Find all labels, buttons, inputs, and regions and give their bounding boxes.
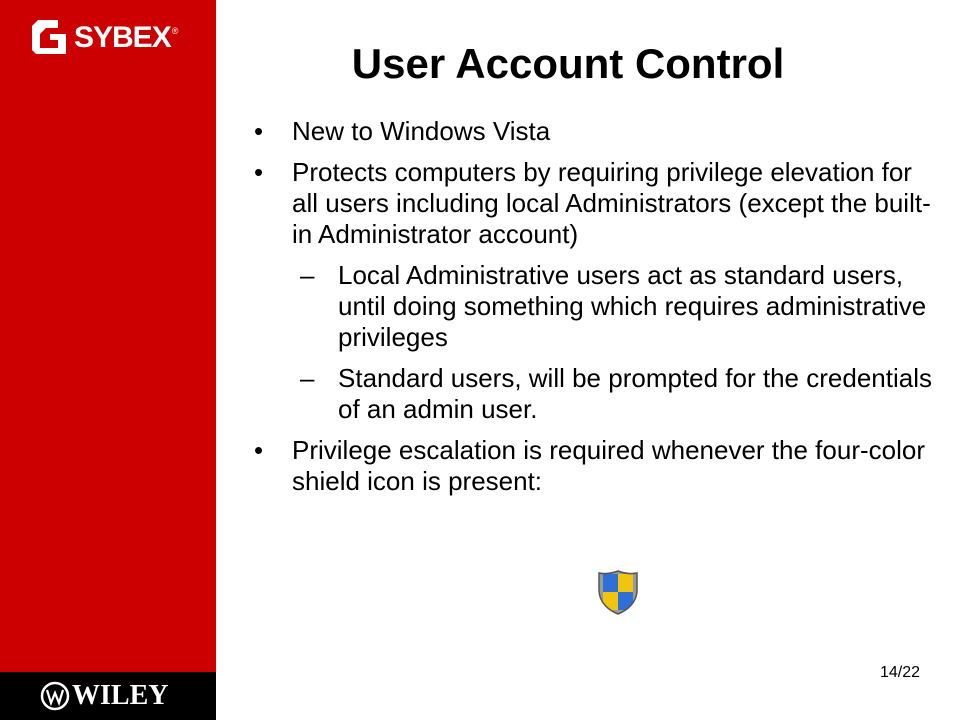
left-red-band xyxy=(0,0,216,672)
wiley-logo xyxy=(40,678,168,714)
bullet-marker: • xyxy=(254,435,264,465)
slide-title: User Account Control xyxy=(351,40,785,87)
sub-bullet-marker: – xyxy=(300,260,315,290)
slide-body xyxy=(254,116,934,507)
wiley-logo-text: WILEY xyxy=(72,680,169,711)
bullet-text: New to Windows Vista xyxy=(292,116,551,146)
sub-bullet-item xyxy=(254,260,934,353)
uac-shield-icon xyxy=(596,568,640,616)
sybex-logo-text: SYBEX xyxy=(74,21,171,54)
sybex-registered-mark: ® xyxy=(171,26,179,36)
sub-bullet-item xyxy=(254,363,934,425)
bullet-marker: • xyxy=(254,116,264,146)
sub-bullet-marker: – xyxy=(300,363,315,393)
bullet-text: Protects computers by requiring privilege elevation for all users including local Administrators (except the built-in Administrator account) xyxy=(292,157,931,249)
bullet-marker: • xyxy=(254,157,264,187)
sub-bullet-text: Standard users, will be prompted for the credentials of an admin user. xyxy=(338,363,932,424)
sybex-logo-icon xyxy=(30,18,70,58)
page-number: 14/22 xyxy=(879,664,920,681)
sybex-logo xyxy=(30,18,190,58)
sub-bullet-text: Local Administrative users act as standard users, until doing something which requires administrative privileges xyxy=(338,260,927,352)
bullet-item xyxy=(254,116,934,147)
bullet-item xyxy=(254,435,934,497)
bullet-item xyxy=(254,157,934,250)
bullet-text: Privilege escalation is required whenever the four-color shield icon is present: xyxy=(292,435,925,496)
wiley-emblem-icon xyxy=(40,681,70,711)
